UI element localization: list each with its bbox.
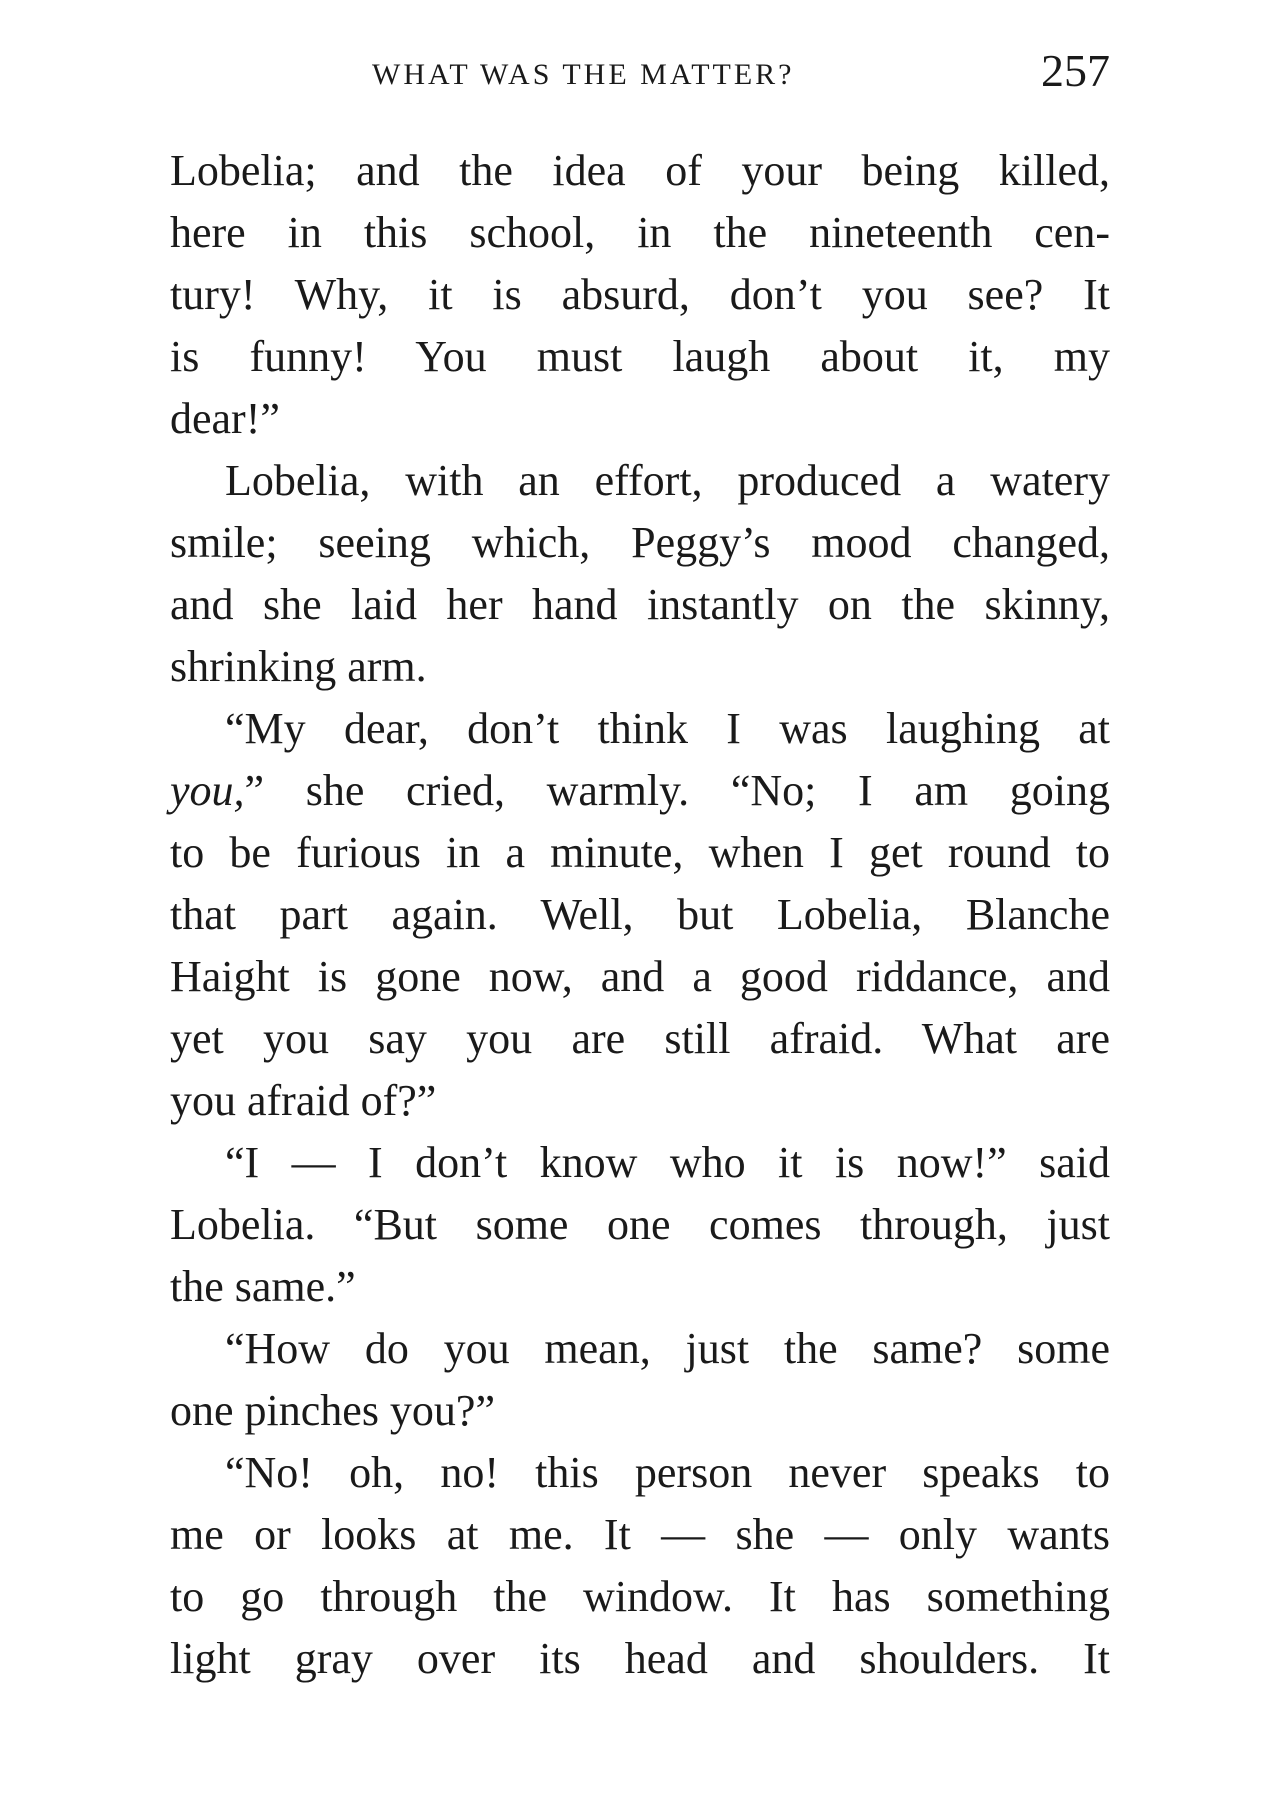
text-line: the same.” [170,1262,356,1311]
text-line: light gray over its head and shoulders. It [170,1634,1110,1683]
text-line: tury! Why, it is absurd, don’t you see? It [170,270,1110,319]
italic-word: you, [170,766,245,815]
text-line: to go through the window. It has something [170,1572,1110,1621]
text-line: yet you say you are still afraid. What are [170,1014,1110,1063]
text-line-italic-start [170,760,1110,822]
text-line: “My dear, don’t think I was laughing at [225,704,1110,753]
text-line: dear!” [170,394,280,443]
text-line: here in this school, in the nineteenth cen- [170,208,1110,257]
text-line: is funny! You must laugh about it, my [170,332,1110,381]
running-title: WHAT WAS THE MATTER? [372,58,795,91]
running-head [170,44,1110,104]
text-line: Lobelia. “But some one comes through, just [170,1200,1110,1249]
text-line: “I — I don’t know who it is now!” said [225,1138,1110,1187]
text-line: and she laid her hand instantly on the skinny, [170,580,1110,629]
text-line: one pinches you?” [170,1386,495,1435]
text-line: that part again. Well, but Lobelia, Blanche [170,890,1110,939]
text-line-rest: ” she cried, warmly. “No; I am going [244,766,1110,815]
text-body [170,140,1110,1690]
text-line: shrinking arm. [170,642,427,691]
text-line: Haight is gone now, and a good riddance, and [170,952,1110,1001]
text-line: Lobelia; and the idea of your being killed, [170,146,1110,195]
text-line: smile; seeing which, Peggy’s mood changed, [170,518,1110,567]
text-line: Lobelia, with an effort, produced a watery [225,456,1110,505]
text-line: you afraid of?” [170,1076,437,1125]
text-line: “No! oh, no! this person never speaks to [225,1448,1110,1497]
text-line: “How do you mean, just the same? some [225,1324,1110,1373]
page-number: 257 [1041,45,1110,96]
text-line: to be furious in a minute, when I get round to [170,828,1110,877]
text-line: me or looks at me. It — she — only wants [170,1510,1110,1559]
